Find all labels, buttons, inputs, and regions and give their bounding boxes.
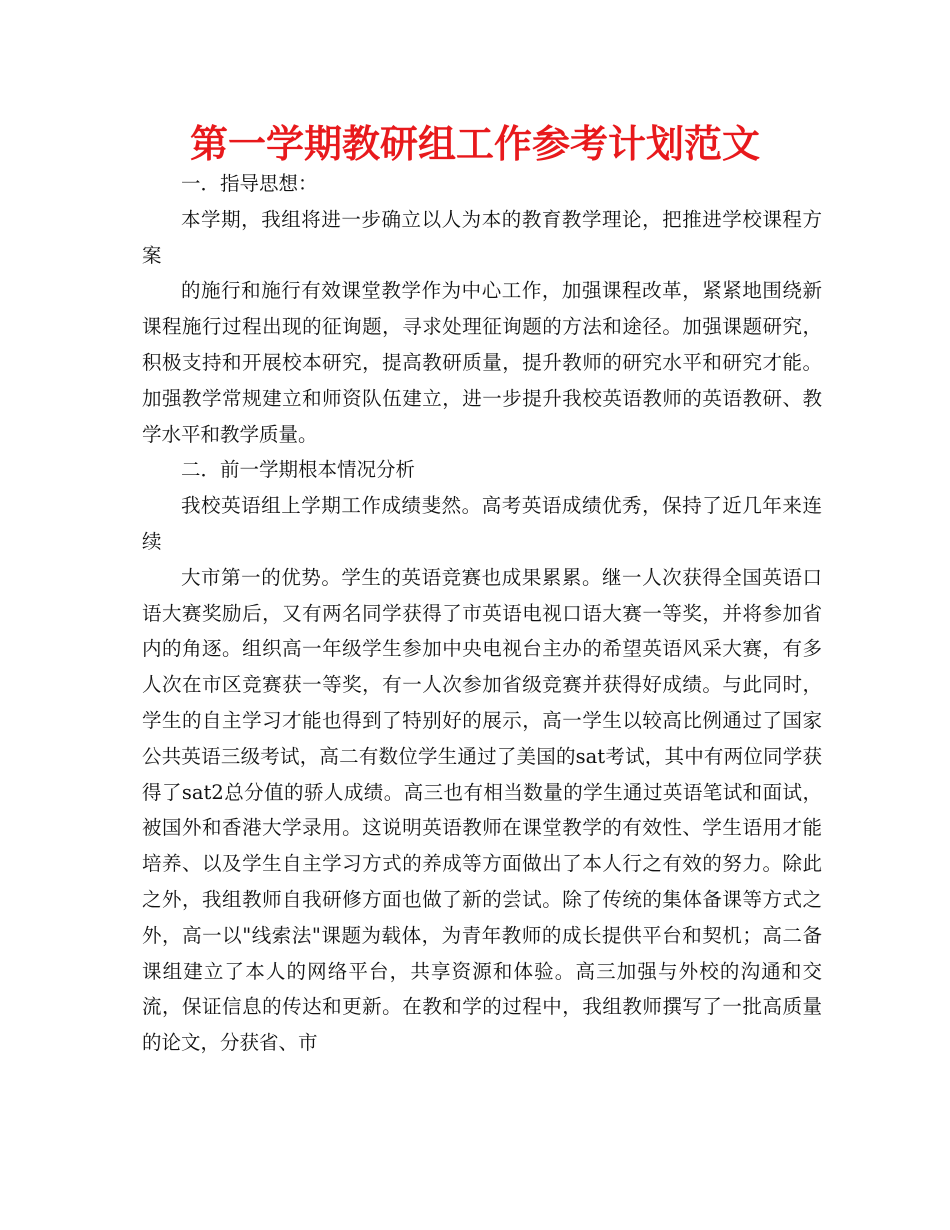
- paragraph-4: 大市第一的优势。学生的英语竞赛也成果累累。继一人次获得全国英语口语大赛奖励后，又有两名同学获得了市英语电视口语大赛一等奖，并将参加省内的角逐。组织高一年级学生参加中央电视台主办的希望英语风采大赛，有多人次在市区竞赛获一等奖，有一人次参加省级竞赛并获得好成绩。与此同时，学生的自主学习才能也得到了特别好的展示，高一学生以较高比例通过了国家公共英语三级考试，高二有数位学生通过了美国的sat考试，其中有两位同学获得了sat2总分值的骄人成绩。高三也有相当数量的学生通过英语笔试和面试，被国外和香港大学录用。这说明英语教师在课堂教学的有效性、学生语用才能培养、以及学生自主学习方式的养成等方面做出了本人行之有效的努力。除此之外，我组教师自我研修方面也做了新的尝试。除了传统的集体备课等方式之外，高一以"线索法"课题为载体，为青年教师的成长提供平台和契机；高二备课组建立了本人的网络平台，共享资源和体验。高三加强与外校的沟通和交流，保证信息的传达和更新。在教和学的过程中，我组教师撰写了一批高质量的论文，分获省、市: [142, 565, 822, 1055]
- paragraph-1: 本学期，我组将进一步确立以人为本的教育教学理论，把推进学校课程方案: [142, 207, 822, 267]
- paragraph-2: 的施行和施行有效课堂教学作为中心工作，加强课程改革，紧紧地围绕新课程施行过程出现的征询题，寻求处理征询题的方法和途径。加强课题研究，积极支持和开展校本研究，提高教研质量，提升教师的研究水平和研究才能。加强教学常规建立和师资队伍建立，进一步提升我校英语教师的英语教研、教学水平和教学质量。: [142, 279, 822, 446]
- section-heading-1: 一．指导思想：: [181, 172, 318, 195]
- document-title: 第一学期教研组工作参考计划范文: [189, 122, 760, 166]
- section-heading-2: 二．前一学期根本情况分析: [181, 458, 416, 482]
- document-body: [142, 166, 822, 1061]
- paragraph-3: 我校英语组上学期工作成绩斐然。高考英语成绩优秀，保持了近几年来连续: [142, 494, 822, 553]
